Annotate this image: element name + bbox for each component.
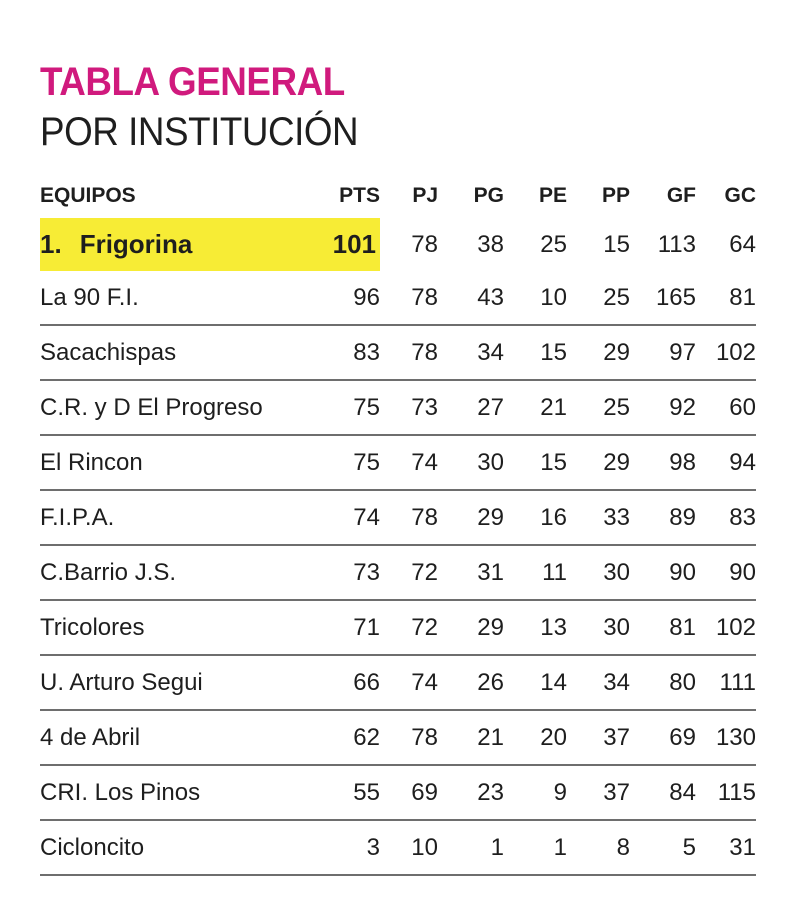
pe-cell: 1 bbox=[504, 820, 567, 875]
pj-cell: 72 bbox=[380, 545, 438, 600]
pj-cell: 78 bbox=[380, 271, 438, 325]
leader-pts: 101 bbox=[310, 218, 380, 271]
gf-cell: 97 bbox=[630, 325, 696, 380]
team-name-cell: 4 de Abril bbox=[40, 710, 310, 765]
table-row bbox=[40, 820, 756, 875]
gc-cell: 83 bbox=[696, 490, 756, 545]
pp-cell: 25 bbox=[567, 380, 630, 435]
table-row bbox=[40, 600, 756, 655]
table-row bbox=[40, 490, 756, 545]
leader-pj: 78 bbox=[411, 230, 438, 258]
pe-cell: 21 bbox=[504, 380, 567, 435]
pp-cell: 29 bbox=[567, 325, 630, 380]
gc-cell: 102 bbox=[696, 600, 756, 655]
pj-cell: 74 bbox=[380, 435, 438, 490]
pts-cell: 83 bbox=[310, 325, 380, 380]
leader-gf: 113 bbox=[657, 230, 696, 258]
pg-cell: 34 bbox=[438, 325, 504, 380]
pp-cell: 37 bbox=[567, 710, 630, 765]
pg-cell: 21 bbox=[438, 710, 504, 765]
pts-cell: 75 bbox=[310, 380, 380, 435]
table-body bbox=[40, 218, 756, 875]
leader-row bbox=[40, 218, 756, 271]
gf-cell: 69 bbox=[630, 710, 696, 765]
pts-cell: 55 bbox=[310, 765, 380, 820]
pe-cell: 9 bbox=[504, 765, 567, 820]
pj-cell: 73 bbox=[380, 380, 438, 435]
pg-cell: 26 bbox=[438, 655, 504, 710]
table-row bbox=[40, 325, 756, 380]
team-name-cell: Cicloncito bbox=[40, 820, 310, 875]
team-name-cell: Sacachispas bbox=[40, 325, 310, 380]
pp-cell: 37 bbox=[567, 765, 630, 820]
pts-cell: 75 bbox=[310, 435, 380, 490]
leader-rank: 1. bbox=[40, 229, 62, 259]
leader-pg: 38 bbox=[477, 230, 504, 258]
gc-cell: 60 bbox=[696, 380, 756, 435]
team-name-cell: CRI. Los Pinos bbox=[40, 765, 310, 820]
pp-cell: 29 bbox=[567, 435, 630, 490]
table-row bbox=[40, 435, 756, 490]
column-header-gc: GC bbox=[724, 184, 756, 207]
pts-cell: 96 bbox=[310, 271, 380, 325]
leader-team-name: Frigorina bbox=[79, 229, 193, 259]
gf-cell: 80 bbox=[630, 655, 696, 710]
team-name-cell: C.R. y D El Progreso bbox=[40, 380, 310, 435]
pp-cell: 8 bbox=[567, 820, 630, 875]
pe-cell: 15 bbox=[504, 435, 567, 490]
team-name-cell: Tricolores bbox=[40, 600, 310, 655]
gf-cell: 89 bbox=[630, 490, 696, 545]
column-header-equipos: EQUIPOS bbox=[40, 184, 136, 207]
team-name-cell: F.I.P.A. bbox=[40, 490, 310, 545]
table-row bbox=[40, 545, 756, 600]
pg-cell: 43 bbox=[438, 271, 504, 325]
pg-cell: 27 bbox=[438, 380, 504, 435]
column-header-pts: PTS bbox=[339, 184, 380, 207]
pts-cell: 3 bbox=[310, 820, 380, 875]
table-row bbox=[40, 710, 756, 765]
column-header-pg: PG bbox=[473, 184, 504, 207]
leader-pe: 25 bbox=[540, 230, 567, 258]
pg-cell: 31 bbox=[438, 545, 504, 600]
pg-cell: 30 bbox=[438, 435, 504, 490]
gc-cell: 94 bbox=[696, 435, 756, 490]
gf-cell: 98 bbox=[630, 435, 696, 490]
gc-cell: 102 bbox=[696, 325, 756, 380]
table-row bbox=[40, 655, 756, 710]
pj-cell: 78 bbox=[380, 490, 438, 545]
pj-cell: 69 bbox=[380, 765, 438, 820]
table-header-row bbox=[40, 174, 756, 218]
pe-cell: 16 bbox=[504, 490, 567, 545]
pe-cell: 13 bbox=[504, 600, 567, 655]
gf-cell: 5 bbox=[630, 820, 696, 875]
pe-cell: 15 bbox=[504, 325, 567, 380]
pg-cell: 23 bbox=[438, 765, 504, 820]
pg-cell: 1 bbox=[438, 820, 504, 875]
leader-gc: 64 bbox=[729, 230, 756, 258]
gc-cell: 90 bbox=[696, 545, 756, 600]
pts-cell: 74 bbox=[310, 490, 380, 545]
pp-cell: 34 bbox=[567, 655, 630, 710]
column-header-pj: PJ bbox=[412, 184, 438, 207]
column-header-gf: GF bbox=[666, 184, 696, 207]
team-name-cell: El Rincon bbox=[40, 435, 310, 490]
page-title: TABLA GENERAL bbox=[40, 60, 345, 104]
gf-cell: 165 bbox=[630, 271, 696, 325]
gf-cell: 84 bbox=[630, 765, 696, 820]
pg-cell: 29 bbox=[438, 600, 504, 655]
pp-cell: 30 bbox=[567, 600, 630, 655]
pj-cell: 78 bbox=[380, 325, 438, 380]
gc-cell: 130 bbox=[696, 710, 756, 765]
pts-cell: 66 bbox=[310, 655, 380, 710]
gc-cell: 81 bbox=[696, 271, 756, 325]
team-name-cell: U. Arturo Segui bbox=[40, 655, 310, 710]
table-row bbox=[40, 271, 756, 325]
pg-cell: 29 bbox=[438, 490, 504, 545]
leader-pp: 15 bbox=[603, 230, 630, 258]
column-header-pe: PE bbox=[538, 184, 567, 207]
pp-cell: 30 bbox=[567, 545, 630, 600]
pj-cell: 74 bbox=[380, 655, 438, 710]
pe-cell: 11 bbox=[504, 545, 567, 600]
column-header-pp: PP bbox=[601, 184, 630, 207]
pts-cell: 62 bbox=[310, 710, 380, 765]
pj-cell: 10 bbox=[380, 820, 438, 875]
gf-cell: 92 bbox=[630, 380, 696, 435]
gc-cell: 115 bbox=[696, 765, 756, 820]
team-name-cell: La 90 F.I. bbox=[40, 271, 310, 325]
pts-cell: 71 bbox=[310, 600, 380, 655]
pe-cell: 14 bbox=[504, 655, 567, 710]
pj-cell: 78 bbox=[380, 710, 438, 765]
gc-cell: 31 bbox=[696, 820, 756, 875]
standings-table bbox=[40, 174, 756, 876]
standings-panel bbox=[40, 60, 756, 876]
pj-cell: 72 bbox=[380, 600, 438, 655]
team-name-cell: C.Barrio J.S. bbox=[40, 545, 310, 600]
page-subtitle: POR INSTITUCIÓN bbox=[40, 110, 359, 154]
gf-cell: 81 bbox=[630, 600, 696, 655]
pe-cell: 20 bbox=[504, 710, 567, 765]
pp-cell: 33 bbox=[567, 490, 630, 545]
pp-cell: 25 bbox=[567, 271, 630, 325]
leader-team-cell bbox=[40, 218, 310, 271]
pe-cell: 10 bbox=[504, 271, 567, 325]
gc-cell: 111 bbox=[696, 655, 756, 710]
gf-cell: 90 bbox=[630, 545, 696, 600]
table-row bbox=[40, 765, 756, 820]
pts-cell: 73 bbox=[310, 545, 380, 600]
table-row bbox=[40, 380, 756, 435]
